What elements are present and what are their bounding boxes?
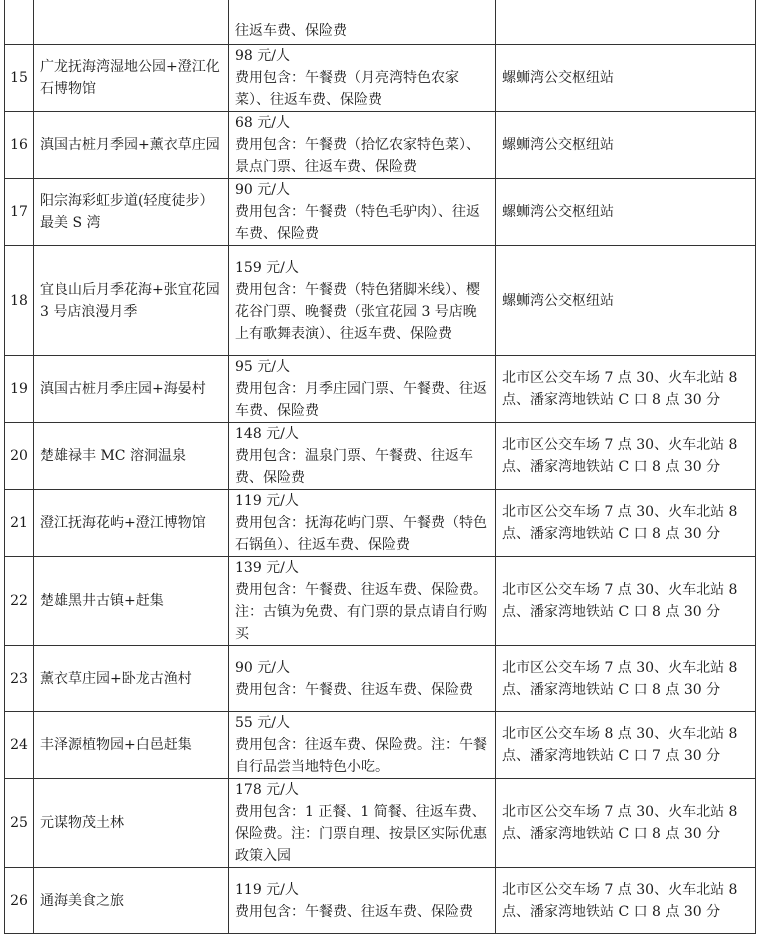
table-row [5,112,756,179]
row-number: 21 [5,490,34,557]
fee-includes: 费用包含：月季庄园门票、午餐费、往返车费、保险费 [235,381,487,419]
fee-details [229,779,496,868]
fee-includes: 费用包含：温泉门票、午餐费、往返车费、保险费 [235,448,473,486]
route-name: 宜良山后月季花海+张宜花园 3 号店浪漫月季 [34,246,229,356]
fee-includes: 费用包含：1 正餐、1 简餐、往返车费、保险费。注：门票自理、按景区实际优惠政策入园 [235,804,487,864]
table-row [5,246,756,356]
route-name: 元谋物茂土林 [34,779,229,868]
meeting-point: 北市区公交车场 7 点 30、火车北站 8 点、潘家湾地铁站 C 口 8 点 30 分 [496,779,756,868]
price: 148 元/人 [235,426,299,442]
fee-includes: 费用包含：午餐费（特色猪脚米线）、樱花谷门票、晚餐费（张宜花园 3 号店晚上有歌舞表演）、往返车费、保险费 [235,281,480,342]
meeting-point: 北市区公交车场 7 点 30、火车北站 8 点、潘家湾地铁站 C 口 8 点 30 分 [496,490,756,557]
meeting-point: 北市区公交车场 8 点 30、火车北站 8 点、潘家湾地铁站 C 口 7 点 30 分 [496,712,756,779]
row-number: 23 [5,646,34,712]
price: 139 元/人 [235,560,299,576]
fee-details [229,179,496,246]
fee-includes: 费用包含：抚海花屿门票、午餐费（特色石锅鱼）、往返车费、保险费 [235,515,487,553]
route-name: 广龙抚海湾湿地公园+澄江化石博物馆 [34,45,229,112]
price: 68 元/人 [235,115,290,131]
row-number: 19 [5,356,34,423]
fee-details [229,646,496,712]
row-number [5,0,34,45]
row-number: 20 [5,423,34,490]
fee-details [229,0,496,45]
fee-details [229,356,496,423]
route-name [34,0,229,45]
fee-includes: 往返车费、保险费 [235,23,347,39]
route-name: 澄江抚海花屿+澄江博物馆 [34,490,229,557]
price: 159 元/人 [235,259,299,276]
price: 90 元/人 [235,659,290,676]
table-row [5,646,756,712]
route-name: 通海美食之旅 [34,868,229,934]
meeting-point: 北市区公交车场 7 点 30、火车北站 8 点、潘家湾地铁站 C 口 8 点 30 分 [496,646,756,712]
fee-includes: 费用包含：往返车费、保险费。注：午餐自行品尝当地特色小吃。 [235,737,487,775]
price: 119 元/人 [235,881,299,898]
price: 55 元/人 [235,715,290,731]
row-number: 16 [5,112,34,179]
fee-includes: 费用包含：午餐费（月亮湾特色农家菜）、往返车费、保险费 [235,70,459,108]
route-name: 滇国古桩月季庄园+海晏村 [34,356,229,423]
table-row [5,712,756,779]
route-name: 阳宗海彩虹步道(轻度徒步）最美 S 湾 [34,179,229,246]
fee-details [229,45,496,112]
price: 90 元/人 [235,182,290,198]
row-number: 17 [5,179,34,246]
fee-includes: 费用包含：午餐费（拾忆农家特色菜）、景点门票、往返车费、保险费 [235,137,480,175]
meeting-point: 螺蛳湾公交枢纽站 [496,179,756,246]
row-number: 25 [5,779,34,868]
row-number: 24 [5,712,34,779]
price: 95 元/人 [235,359,290,375]
route-name: 丰泽源植物园+白邑赶集 [34,712,229,779]
route-table-body [5,0,756,934]
table-row [5,423,756,490]
meeting-point: 北市区公交车场 7 点 30、火车北站 8 点、潘家湾地铁站 C 口 8 点 30 分 [496,423,756,490]
table-row [5,45,756,112]
table-row [5,779,756,868]
price: 98 元/人 [235,48,290,64]
route-name: 薰衣草庄园+卧龙古渔村 [34,646,229,712]
row-number: 22 [5,557,34,646]
meeting-point: 北市区公交车场 7 点 30、火车北站 8 点、潘家湾地铁站 C 口 8 点 30 分 [496,868,756,934]
row-number: 18 [5,246,34,356]
row-number: 26 [5,868,34,934]
meeting-point: 北市区公交车场 7 点 30、火车北站 8 点、潘家湾地铁站 C 口 8 点 30 分 [496,557,756,646]
meeting-point: 螺蛳湾公交枢纽站 [496,246,756,356]
meeting-point: 螺蛳湾公交枢纽站 [496,45,756,112]
route-table [4,0,756,934]
table-row [5,179,756,246]
fee-details [229,490,496,557]
table-row [5,0,756,45]
route-name: 滇国古桩月季园+薰衣草庄园 [34,112,229,179]
fee-details [229,423,496,490]
route-name: 楚雄黑井古镇+赶集 [34,557,229,646]
fee-includes: 费用包含：午餐费、往返车费、保险费 [235,903,473,920]
price: 119 元/人 [235,493,299,509]
fee-includes: 费用包含：午餐费、往返车费、保险费 [235,681,473,698]
table-row [5,868,756,934]
table-row [5,356,756,423]
fee-details [229,246,496,356]
fee-details [229,112,496,179]
row-number: 15 [5,45,34,112]
table-row [5,557,756,646]
fee-details [229,557,496,646]
fee-details [229,868,496,934]
fee-details [229,712,496,779]
meeting-point [496,0,756,45]
route-name: 楚雄禄丰 MC 溶洞温泉 [34,423,229,490]
fee-includes: 费用包含：午餐费（特色毛驴肉）、往返车费、保险费 [235,204,480,242]
table-row [5,490,756,557]
meeting-point: 北市区公交车场 7 点 30、火车北站 8 点、潘家湾地铁站 C 口 8 点 30 分 [496,356,756,423]
price: 178 元/人 [235,782,299,798]
fee-includes: 费用包含：午餐费、往返车费、保险费。注：古镇为免费、有门票的景点请自行购买 [235,582,487,642]
meeting-point: 螺蛳湾公交枢纽站 [496,112,756,179]
